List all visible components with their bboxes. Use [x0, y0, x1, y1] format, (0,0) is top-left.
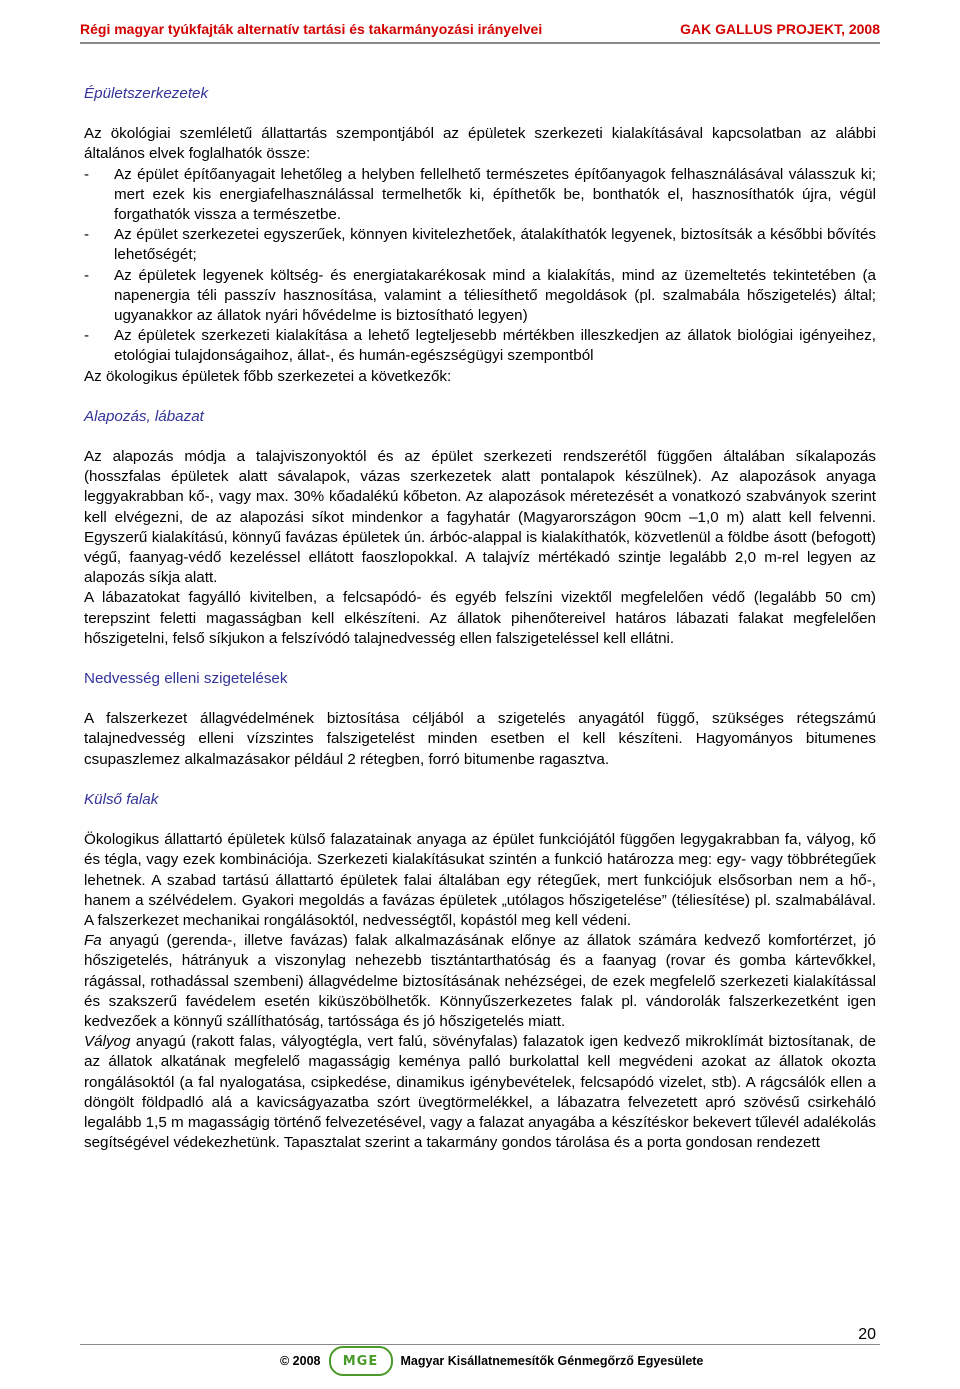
heading-kulso-falak: Külső falak: [84, 790, 159, 808]
footer-divider: [80, 1344, 880, 1345]
page-number: 20: [858, 1326, 876, 1343]
running-header: [80, 18, 880, 40]
header-title: Régi magyar tyúkfajták alternatív tartási és takarmányozási irányelvei: [80, 21, 543, 37]
list-item: - Az épületek szerkezeti kialakítása a lehető legteljesebb mértékben illeszkedjen az állatok biológiai igényeihez, etológiai tulajdonságaihoz, állat-, és humán-egészségügyi szempontból: [84, 327, 876, 365]
header-project: GAK GALLUS PROJEKT, 2008: [680, 21, 880, 37]
paragraph-kulso-fa: Fa anyagú (gerenda-, illetve favázas) falak alkalmazásának előnye az állatok számára kedvező komfortérzet, jó hőszigetelés, hátrányuk a viszonylag nehezebb tisztántarthatóság és a faanyag (rovar és gomba kártevőkkel, rágással, rothadással szembeni) állagvédelme biztosításának nehézségei, de ezek megfelelő szerkezeti kialakítással és szakszerű favédelem esetén kiküszöbölhetők. Könnyűszerkezetes falak pl. vándorolák falszerkezetként igen kedvezőek a könnyű szállíthatóság, tartóssága és jó hőszigetelés miatt.: [84, 932, 876, 1030]
paragraph-alapozas-1: Az alapozás módja a talajviszonyoktól és az épület szerkezeti rendszerétől függően általában síkalapozás (hosszfalas épületek alatt sávalapok, vázas szerkezetek alatt pontalapok készülnek). Az alapozások anyaga leggyakrabban kő-, vagy max. 30% kőadalékú kőbeton. Az alapozások méretezését a vonatkozó szabványok szerint kell elvégezni, de az alapozási síkot mindenkor a fagyhatár (Magyarországon 90cm –1,0 m) alatt kell felvenni. Egyszerű kialakítású, könnyű favázas épületek ún. árbóc-alappal is kialakíthatók, közvetlenül a földbe ásott (befogott) végű, faanyag-védő kezeléssel ellátott faoszlopokkal. A talajvíz mértékadó szintje legalább 2,0 m-rel legyen az alapozás síkja alatt.: [84, 448, 876, 587]
heading-epuletszerkezetek: Épületszerkezetek: [84, 85, 209, 102]
paragraph-alapozas-2: A lábazatokat fagyálló kivitelben, a felcsapódó- és egyéb felszíni vizektől megfelelően védő (legalább 50 cm) terepszint feletti magasságban kell elkészíteni. Az állatok pihenőtereivel határos lábazati falakat megfelelően hőszigetelni, felső síkjukon a felszívódó talajnedvesség ellen falszigeteléssel kell ellátni.: [84, 589, 876, 647]
paragraph-kulso-1: Ökologikus állattartó épületek külső falazatainak anyaga az épület funkciójától függően legygakrabban fa, vályog, kő és tégla, vagy ezek kombinációja. Szerkezeti kialakításukat szintén a funkció határozza meg: egy- vagy többrétegűek lehetnek. A szabad tartású állattartó épületek falai általában egy rétegűek, mert funkciójuk elsősorban nem a hő-, hanem a szélvédelem. Gyakori megoldás a favázas épületek „utólagos hőszigetelése” (téliesítése) pl. szalmabálával. A falszerkezet mechanikai rongálásoktól, nedvességtől, kopástól meg kell védeni.: [84, 831, 876, 929]
heading-nedvesseg: Nedvesség elleni szigetelések: [84, 670, 288, 688]
heading-alapozas: Alapozás, lábazat: [84, 407, 204, 425]
term-fa: Fa: [84, 932, 102, 950]
term-valyog: Vályog: [84, 1033, 131, 1051]
list-item: - Az épületek legyenek költség- és energiatakarékosak mind a kialakítás, mind az üzemeltetés tekintetében (a napenergia téli passzív hasznosítása, valamint a téliesíthető megoldások (pl. szalmabála hőszigetelés) által; ugyanakkor az állatok nyári hővédelme is biztosítható legyen): [84, 266, 876, 325]
running-footer: [280, 1346, 703, 1376]
footer-organization: Magyar Kisállatnemesítők Génmegőrző Egyesülete: [400, 1354, 704, 1368]
paragraph-intro: Az ökológiai szemléletű állattartás szempontjából az épületek szerkezeti kialakításával kapcsolatban az alábbi általános elvek foglalhatók össze:: [84, 125, 876, 163]
list-item: - Az épület szerkezetei egyszerűek, könnyen kivitelezhetőek, átalakíthatók legyenek, biztosítsák a későbbi bővítés lehetőségét;: [84, 226, 876, 264]
document-body: [84, 84, 876, 1153]
list-item: - Az épület építőanyagait lehetőleg a helyben fellelhető természetes építőanyagok felhasználásával válasszuk ki; mert ezek kis energiafelhasználással termelhetők ki, építhetők be, bonthatók el, hasznosíthatók újra, végül forgathatók vissza a természetbe.: [84, 165, 876, 224]
paragraph-outro: Az ökologikus épületek főbb szerkezetei a következők:: [84, 367, 452, 385]
footer-copyright: © 2008: [280, 1354, 321, 1368]
header-divider: [80, 42, 880, 44]
paragraph-nedvesseg: A falszerkezet állagvédelmének biztosítása céljából a szigetelés anyagától függő, szükséges rétegszámú talajnedvesség elleni vízszintes falszigetelést minden esetben el kell készíteni. Hagyományos bitumenes csupaszlemez alkalmazásakor például 2 rétegben, forró bitumenbe ragasztva.: [84, 710, 876, 768]
paragraph-kulso-valyog: Vályog anyagú (rakott falas, vályogtégla, vert falú, sövényfalas) falazatok igen kedvező mikroklímát biztosítanak, de az állatok alkatának megfelelő magasságig keménya palló burkolattal kell megvédeni azokat az állatok okozta rongálásoktól (a fal nyalogatása, csipkedése, dinamikus igénybevételek, felcsapódó vizelet, stb). A rágcsálók ellen a döngölt földpadló alá a kavicságyazatba szórt üvegtörmelékkel, a lábazatra felvezetett apró szövésű csirkeháló legalább 1,5 m magasságig történő felvezetésével, vagy a falazat anyagába a készítéskor bekevert tűlevél adalékolás segítségével védekezhetünk. Tapasztalat szerint a takarmány gondos tárolása és a porta gondosan rendezett: [84, 1033, 876, 1152]
mge-logo: MGE: [329, 1346, 393, 1376]
